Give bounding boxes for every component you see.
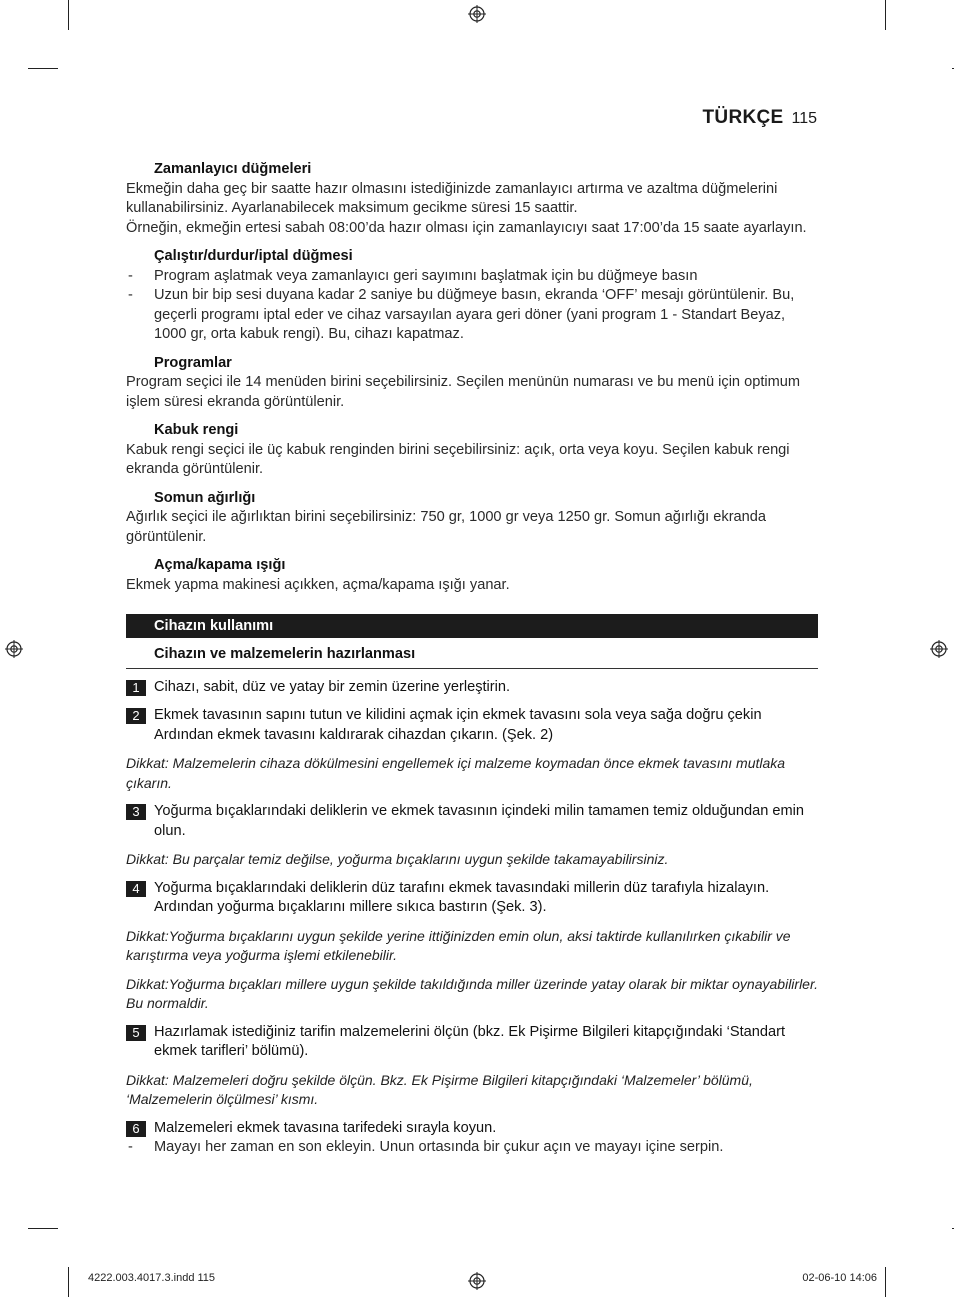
step-text: Cihazı, sabit, düz ve yatay bir zemin üzerine yerleştirin. <box>154 678 511 695</box>
section-heading: Zamanlayıcı düğmeleri <box>154 161 312 177</box>
caution-note: Dikkat:Yoğurma bıçakları millere uygun şekilde takıldığında miller üzerinde yatay olarak bir miktar oynayabilirler. Bu normaldir. <box>126 975 819 1011</box>
subsection-title-block <box>126 645 818 669</box>
paragraph: Kabuk rengi seçici ile üç kabuk renginden birini seçebilirsiniz: açık, orta veya koyu. Seçilen kabuk rengi ekranda görüntülenir. <box>126 441 790 477</box>
subsection-title: Cihazın ve malzemelerin hazırlanması <box>154 646 416 662</box>
step-number: 4 <box>126 881 146 897</box>
page-number: 115 <box>791 110 817 127</box>
section-title-bar: Cihazın kullanımı <box>126 614 818 638</box>
footer-file-info: 4222.003.4017.3.indd 115 <box>88 1272 216 1284</box>
dash-bullet: - <box>128 1139 133 1155</box>
section-heading: Programlar <box>154 354 232 371</box>
dash-bullet: - <box>128 267 133 284</box>
step-text: Yoğurma bıçaklarındaki deliklerin düz tarafını ekmek tavasındaki millerin düz tarafıyla hizalayın. Ardından yoğurma bıçaklarını millere sıkıca bastırın (Şek. 3). <box>154 879 770 915</box>
language-label: TÜRKÇE <box>702 107 784 128</box>
dash-bullet: - <box>128 287 133 303</box>
crop-mark <box>68 0 69 30</box>
page-content <box>126 160 818 1158</box>
list-item-text: Uzun bir bip sesi duyana kadar 2 saniye bu düğmeye basın, ekranda ‘OFF’ mesajı görüntülenir. Bu, geçerli programı iptal eder ve cihaz varsayılan ayara geri döner (yani program 1 - Standart Beyaz, 1000 gr, orta kabuk rengi). Bu, cihazı kapatmaz. <box>154 287 795 342</box>
list-item <box>126 1138 818 1158</box>
registration-mark-icon <box>468 5 486 23</box>
page-header <box>703 107 817 129</box>
registration-mark-icon <box>5 640 23 658</box>
list-item-text: Program aşlatmak veya zamanlayıcı geri sayımını başlatmak için bu düğmeye basın <box>154 267 698 284</box>
list-item-text: Mayayı her zaman en son ekleyin. Unun ortasında bir çukur açın ve mayayı içine serpin. <box>154 1139 724 1155</box>
list-item <box>126 267 818 287</box>
paragraph: Ağırlık seçici ile ağırlıktan birini seçebilirsiniz: 750 gr, 1000 gr veya 1250 gr. Somun ağırlığı ekranda görüntülenir. <box>126 509 767 545</box>
list-item <box>126 286 818 345</box>
registration-mark-icon <box>930 640 948 658</box>
registration-mark-icon <box>468 1272 486 1290</box>
section-heading: Açma/kapama ışığı <box>154 557 286 573</box>
paragraph: Program seçici ile 14 menüden birini seçebilirsiniz. Seçilen menünün numarası ve bu menü için optimum işlem süresi ekranda görüntülenir. <box>126 374 801 410</box>
step-item <box>126 1023 818 1062</box>
crop-mark <box>28 1228 58 1229</box>
step-number: 5 <box>126 1025 146 1041</box>
caution-note: Dikkat: Malzemeleri doğru şekilde ölçün. Bkz. Ek Pişirme Bilgileri kitapçığındaki ‘Malzemeler’ bölümü, ‘Malzemelerin ölçülmesi’ kısmı. <box>126 1071 753 1107</box>
caution-note: Dikkat: Malzemelerin cihaza dökülmesini engellemek içi malzeme koymadan önce ekmek tavasını mutlaka çıkarın. <box>126 755 786 791</box>
paragraph: Ekmeğin daha geç bir saatte hazır olmasını istediğinizde zamanlayıcı artırma ve azaltma düğmelerini kullanabilirsiniz. Ayarlanabilecek maksimum gecikme süresi 15 saattir. <box>126 180 778 216</box>
crop-mark <box>885 0 886 30</box>
step-number: 3 <box>126 804 146 820</box>
step-item <box>126 678 818 698</box>
step-item <box>126 802 818 841</box>
step-number: 2 <box>126 708 146 724</box>
footer-date: 02-06-10 14:06 <box>802 1272 877 1284</box>
step-number: 6 <box>126 1121 146 1137</box>
step-text: Malzemeleri ekmek tavasına tarifedeki sırayla koyun. <box>154 1119 497 1136</box>
step-item <box>126 1119 818 1139</box>
section-heading: Çalıştır/durdur/iptal düğmesi <box>154 248 353 264</box>
section-heading: Kabuk rengi <box>154 422 239 438</box>
paragraph: Örneğin, ekmeğin ertesi sabah 08:00’da hazır olması için zamanlayıcıyı saat 17:00’da 15 saate ayarlayın. <box>126 219 807 236</box>
step-item <box>126 706 818 745</box>
crop-mark <box>28 68 58 69</box>
section-heading: Somun ağırlığı <box>154 489 256 506</box>
paragraph: Ekmek yapma makinesi açıkken, açma/kapama ışığı yanar. <box>126 576 510 593</box>
step-item <box>126 879 818 918</box>
crop-mark <box>68 1267 69 1297</box>
crop-mark <box>885 1267 886 1297</box>
caution-note: Dikkat: Bu parçalar temiz değilse, yoğurma bıçaklarını uygun şekilde takamayabilirsiniz. <box>126 851 669 867</box>
step-text: Ekmek tavasının sapını tutun ve kilidini açmak için ekmek tavasını sola veya sağa doğru çekin Ardından ekmek tavasını kaldırarak cihazdan çıkarın. (Şek. 2) <box>154 707 762 743</box>
step-text: Yoğurma bıçaklarındaki deliklerin ve ekmek tavasının içindeki milin tamamen temiz olduğundan emin olun. <box>154 803 805 839</box>
caution-note: Dikkat:Yoğurma bıçaklarını uygun şekilde yerine ittiğinizden emin olun, aksi taktirde kullanılırken çıkabilir ve karıştırma veya yoğurma işlemi etkilenebilir. <box>126 927 791 963</box>
step-text: Hazırlamak istediğiniz tarifin malzemelerini ölçün (bkz. Ek Pişirme Bilgileri kitapçığındaki ‘Standart ekmek tarifleri’ bölümü). <box>154 1023 786 1059</box>
step-number: 1 <box>126 680 146 696</box>
